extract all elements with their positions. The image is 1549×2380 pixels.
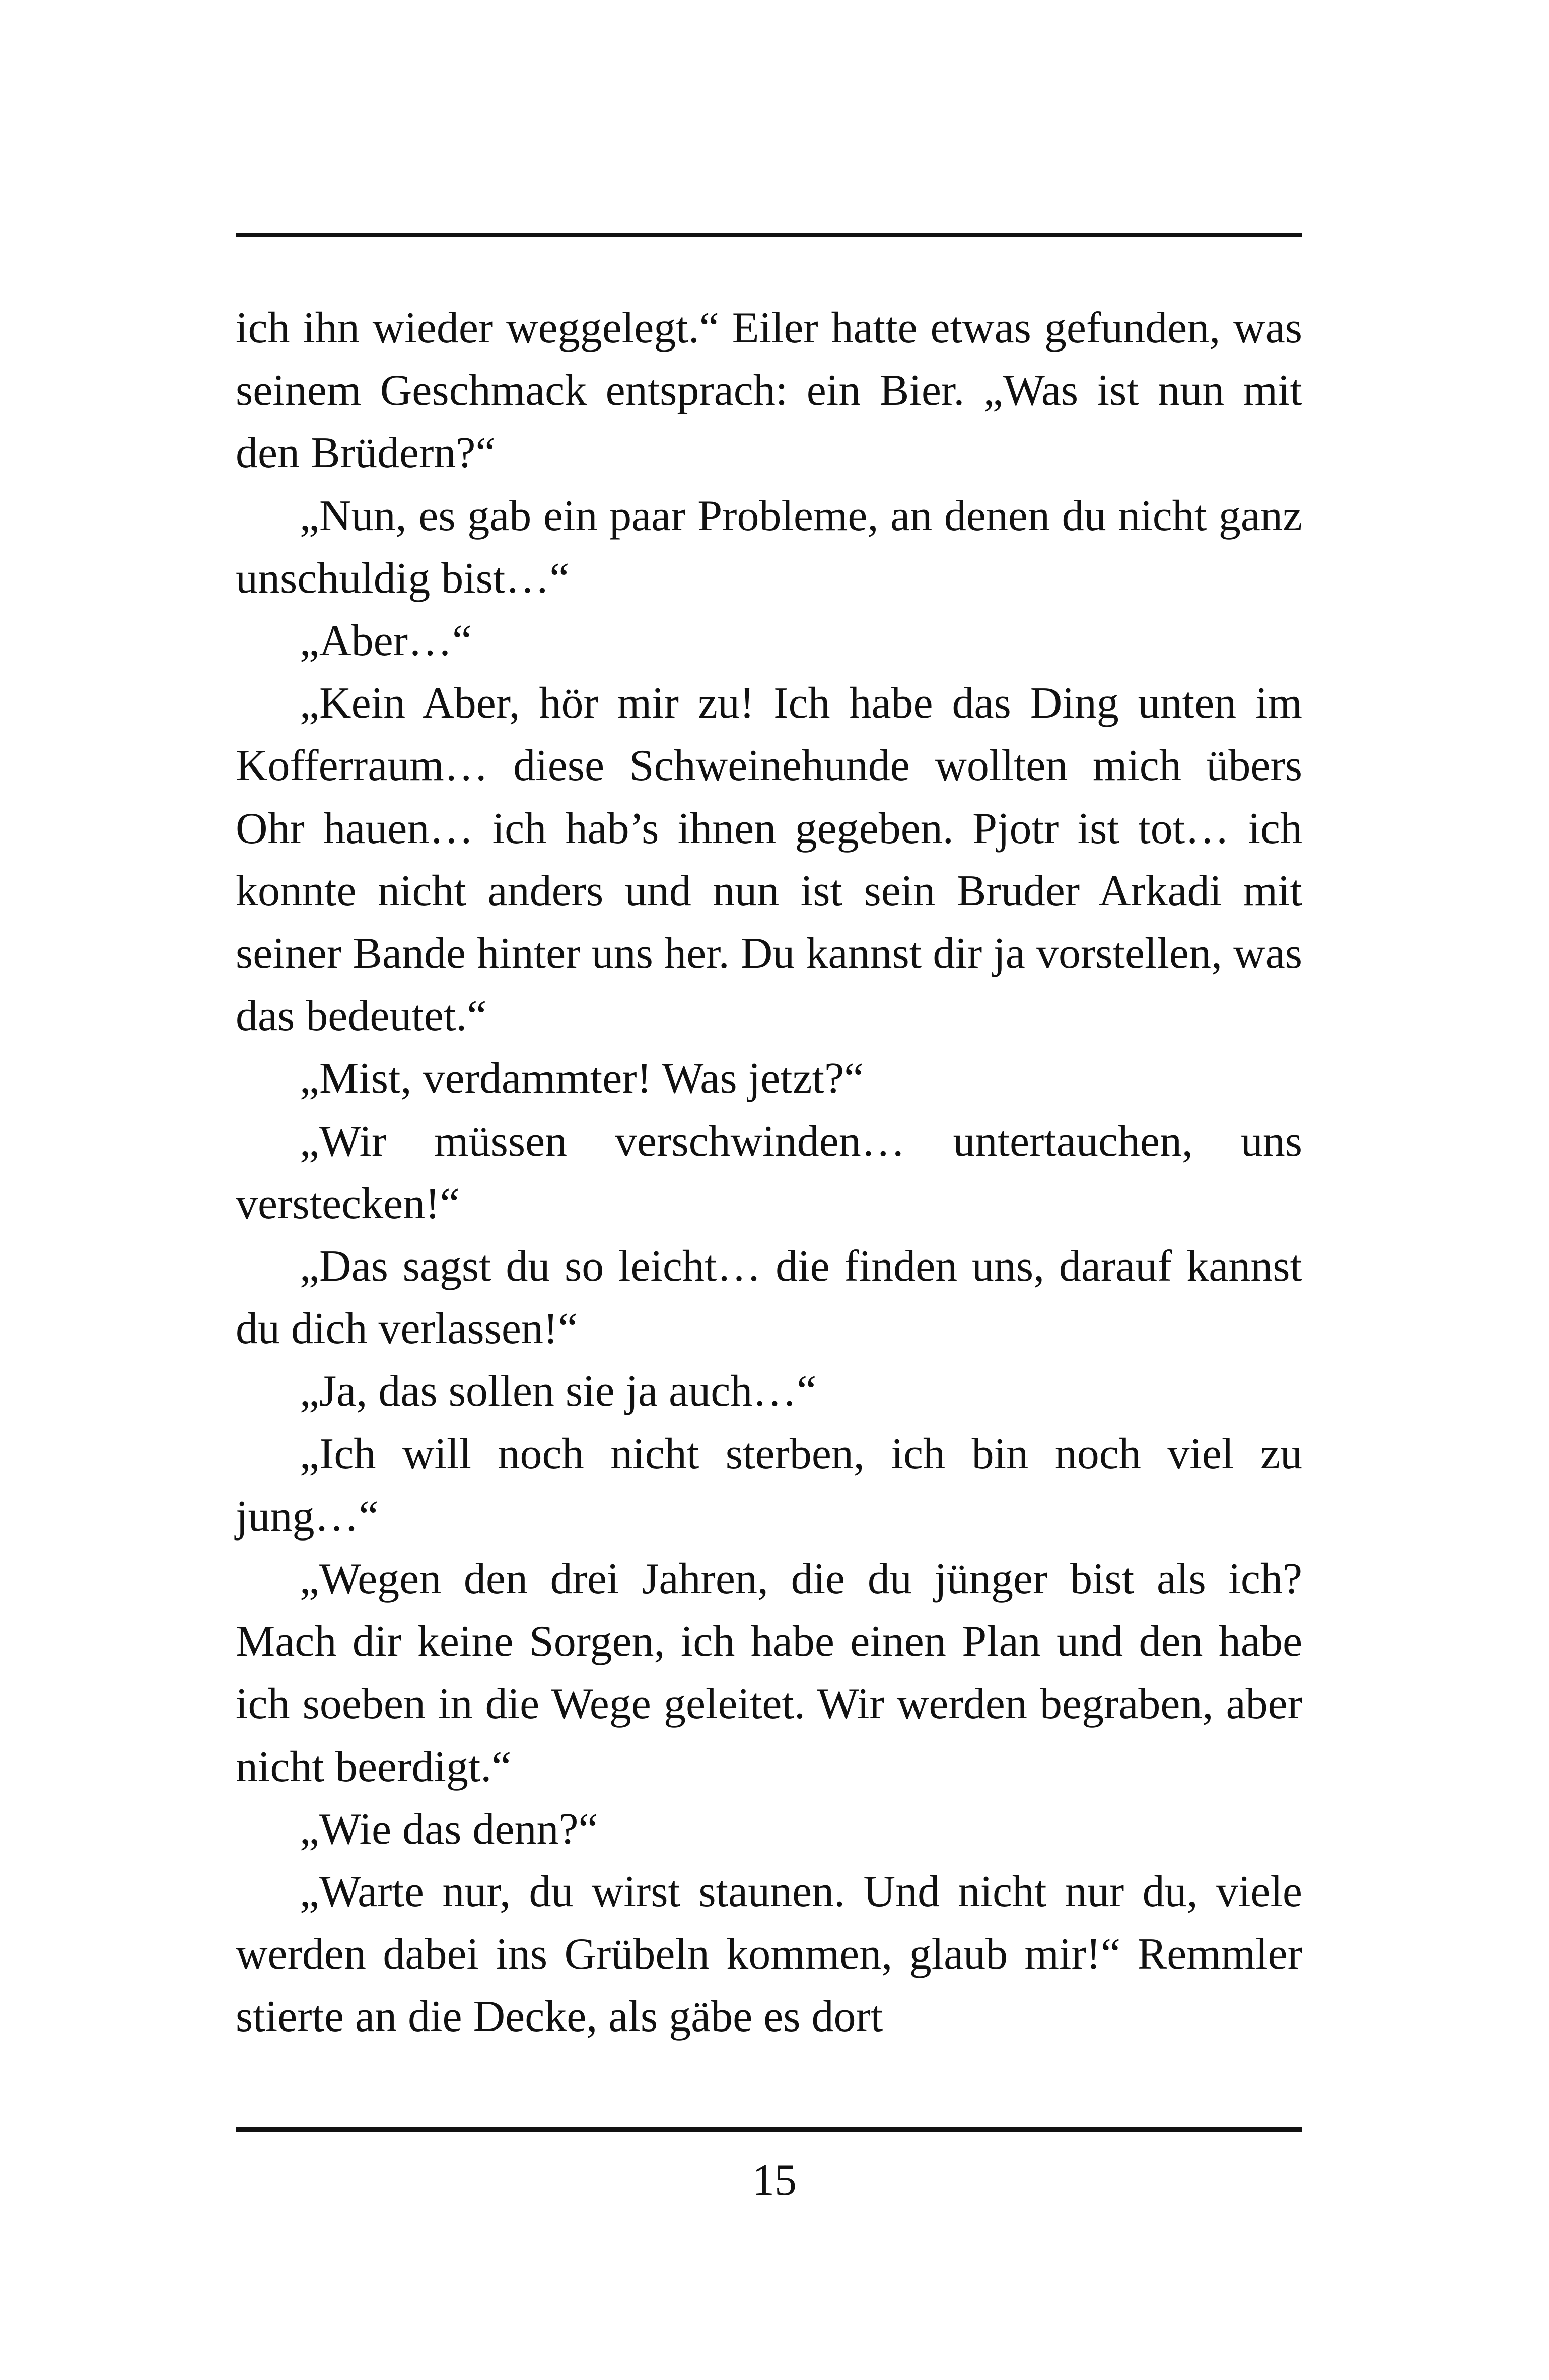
paragraph-11: „Wie das denn?“ <box>300 1804 598 1854</box>
paragraph-5: „Mist, verdammter! Was jetzt?“ <box>300 1054 864 1103</box>
paragraph-12: „Warte nur, du wirst staunen. Und nicht nur du, viele werden dabei ins Grübeln kommen, glaub mir!“ Remmler stierte an die Decke, als gäbe es dort <box>236 1867 1302 2042</box>
paragraph-3: „Aber…“ <box>300 616 472 666</box>
body-text <box>236 297 1302 2049</box>
paragraph-7: „Das sagst du so leicht… die finden uns, darauf kannst du dich verlassen!“ <box>236 1242 1302 1354</box>
paragraph-6: „Wir müssen verschwinden… untertauchen, uns verstecken!“ <box>236 1116 1302 1228</box>
page-number: 15 <box>752 2156 797 2205</box>
paragraph-2: „Nun, es gab ein paar Probleme, an denen du nicht ganz unschuldig bist…“ <box>236 491 1302 603</box>
paragraph-1: ich ihn wieder weggelegt.“ Eiler hatte etwas gefunden, was seinem Geschmack entsprach: ein Bier. „Was ist nun mit den Brüdern?“ <box>236 304 1302 478</box>
paragraph-9: „Ich will noch nicht sterben, ich bin noch viel zu jung…“ <box>236 1429 1302 1541</box>
footer-rule <box>236 2127 1302 2132</box>
paragraph-8: „Ja, das sollen sie ja auch…“ <box>300 1367 817 1416</box>
header-rule <box>236 233 1302 237</box>
paragraph-4: „Kein Aber, hör mir zu! Ich habe das Ding unten im Kofferraum… diese Schweinehunde wollten mich übers Ohr hauen… ich hab’s ihnen gegeben. Pjotr ist tot… ich konnte nicht anders und nun ist sein Bruder Arkadi mit seiner Bande hinter uns her. Du kannst dir ja vorstellen, was das bedeutet.“ <box>236 679 1302 1041</box>
paragraph-10: „Wegen den drei Jahren, die du jünger bist als ich? Mach dir keine Sorgen, ich habe einen Plan und den habe ich soeben in die Wege geleitet. Wir werden begraben, aber nicht beerdigt.“ <box>236 1555 1302 1791</box>
